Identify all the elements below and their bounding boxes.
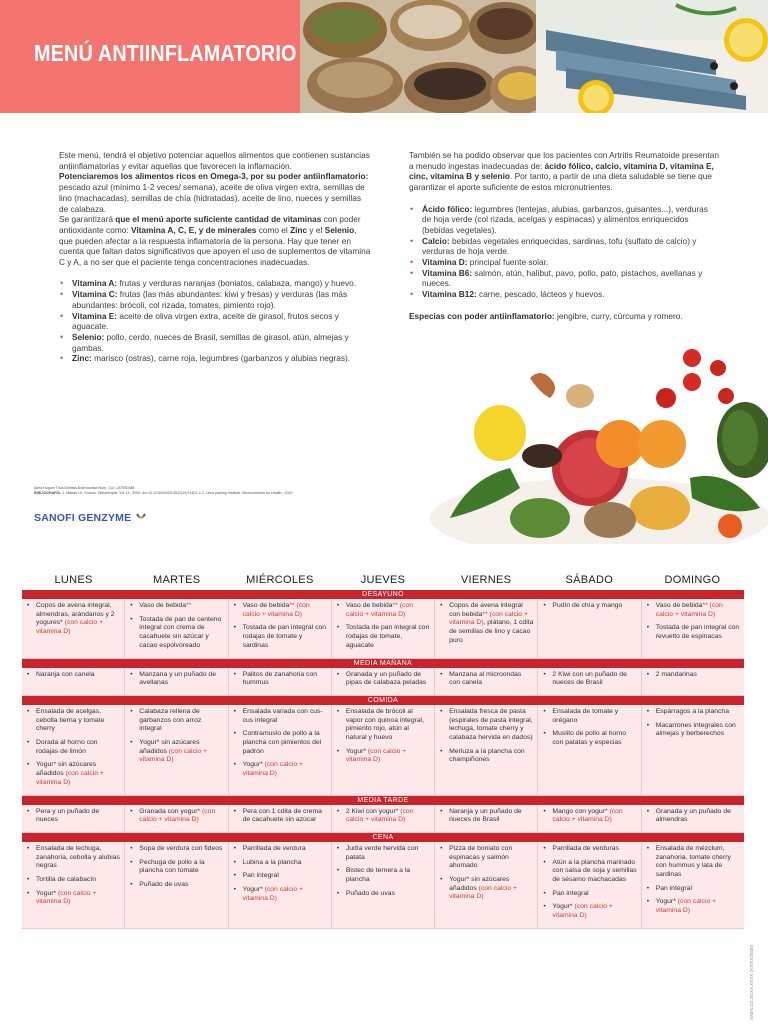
menu-item-text: Tostada de pan de centeno integral con crema de cacahuete sin azúcar y cacao espolvoreado bbox=[139, 615, 222, 649]
nutrient-label: Vitamina D: bbox=[422, 257, 468, 268]
menu-item-text: Pudín de chía y mango bbox=[552, 602, 623, 609]
intro-left-column bbox=[59, 150, 371, 364]
nutrient-item bbox=[409, 257, 719, 268]
menu-item bbox=[439, 876, 533, 902]
menu-item-text: Parrillada de verduras bbox=[552, 844, 619, 852]
day-saturday: SÁBADO bbox=[565, 574, 614, 586]
menu-item-text: Vaso de bebida bbox=[345, 602, 393, 609]
menu-item bbox=[646, 708, 740, 717]
meal-cell bbox=[229, 705, 332, 795]
spices-label: Especias con poder antiinflamatorio: bbox=[409, 310, 555, 321]
nutrient-item bbox=[409, 268, 719, 289]
menu-item bbox=[26, 845, 120, 871]
menu-item bbox=[129, 616, 223, 651]
nutrient-text: salmón, atún, halibut, pavo, pollo, pato, pistachos, avellanas y nueces. bbox=[422, 267, 703, 289]
menu-item-text: , plátano, 1 cdita de semillas de lino y cacao puro bbox=[449, 619, 534, 644]
day-friday: VIERNES bbox=[460, 574, 512, 586]
document-code bbox=[749, 880, 764, 1020]
menu-item-text: Pan integral bbox=[552, 889, 589, 897]
menu-item bbox=[646, 671, 740, 680]
meal-cell bbox=[229, 668, 332, 695]
menu-item-text: Pizza de boniato con espinacas y salmón ahumado bbox=[449, 844, 513, 870]
omega3-text: pescado azul (mínimo 1-2 veces/ semana), aceite de oliva virgen extra, semillas de lino (machacadas), semillas de chía (hidratadas), aceite de lino, nueces y semillas de calabaza. bbox=[59, 182, 365, 214]
menu-item-text: Granada y un puñado de pipas de calabaza peladas bbox=[345, 670, 427, 687]
menu-item-text: Puñado de uvas bbox=[139, 881, 189, 889]
menu-item-text: Palitos de zanahoria con hummus bbox=[242, 670, 317, 687]
menu-item bbox=[646, 845, 740, 880]
day-tuesday: MARTES bbox=[152, 574, 201, 586]
meal-cell bbox=[642, 842, 744, 928]
menu-item bbox=[233, 671, 327, 688]
menu-item-text: Granada con yogur* bbox=[139, 807, 203, 815]
calcium-note: (con calcio + vitamina D) bbox=[552, 807, 623, 824]
sanofi-genzyme-logo bbox=[34, 512, 146, 524]
calcium-note: (con calcio + vitamina D) bbox=[552, 903, 613, 920]
meal-band-comida: COMIDA bbox=[22, 696, 744, 705]
header-banner bbox=[0, 0, 768, 113]
document-code-text: SAES.GZ.20.XX.XXXX (XX/XX/2020) bbox=[749, 944, 754, 1020]
day-monday: LUNES bbox=[54, 574, 93, 586]
calcium-note: ** bbox=[186, 602, 192, 609]
menu-item-text: Yogur* bbox=[36, 889, 59, 897]
menu-item bbox=[336, 748, 430, 765]
omega3-paragraph bbox=[59, 171, 371, 214]
meal-cell bbox=[22, 842, 125, 928]
menu-item bbox=[439, 808, 533, 825]
menu-item bbox=[26, 602, 120, 637]
meal-cell bbox=[435, 599, 538, 658]
menu-item bbox=[129, 671, 223, 688]
nutrient-item bbox=[409, 204, 719, 236]
vitamins-text-a: Se garantizará bbox=[59, 214, 116, 225]
bibliography-text: 1. Mahan LK. Krause: Dietoterapia. Vol 13.; 2009. doi:10.1016/s0325-0522(19)74401-4 2. Linus pauling Institute. Micronutrients for Health.; 2020. bbox=[61, 491, 294, 496]
menu-item-text: Muslito de pollo al horno con patatas y especias bbox=[552, 730, 627, 747]
fruits-vegetables-illustration bbox=[430, 348, 768, 544]
calcium-note: (con calcio + vitamina D) bbox=[242, 886, 303, 902]
menu-item-text: 2 mandarinas bbox=[655, 670, 697, 678]
menu-item bbox=[542, 708, 636, 725]
menu-item-text: Pera con 1 cdita de crema de cacahuete sin azúcar bbox=[242, 807, 322, 824]
meal-cell bbox=[125, 842, 228, 928]
menu-item bbox=[542, 890, 636, 899]
vitamin-text: marisco (ostras), carne roja, legumbres (garbanzos y alubias negras). bbox=[91, 353, 351, 364]
menu-item-text: 2 Kiwi con un puñado de nueces de Brasil bbox=[552, 670, 627, 687]
menu-item-text: Mango con yogur* bbox=[552, 807, 610, 815]
menu-item bbox=[129, 881, 223, 890]
menu-item bbox=[439, 602, 533, 646]
calcium-note: ** (con calcio + vitamina D) bbox=[345, 602, 413, 618]
vitamin-item bbox=[59, 332, 371, 353]
menu-item bbox=[336, 602, 430, 619]
meal-row bbox=[22, 842, 744, 929]
meal-band-cena: CENA bbox=[22, 833, 744, 842]
menu-item bbox=[336, 671, 430, 688]
vitamin-text: frutas y verduras naranjas (boniatos, calabaza, mango) y huevo. bbox=[117, 278, 357, 289]
menu-item-text: Yogur* bbox=[655, 898, 678, 906]
calcium-note: (con calcio + vitamina D) bbox=[345, 747, 407, 764]
vitamin-text: aceite de oliva virgen extra, aceite de girasol, frutos secos y aguacate. bbox=[72, 310, 339, 332]
menu-item-text: Yogur* bbox=[552, 903, 575, 911]
calcium-note: ** (con calcio + vitamina D) bbox=[655, 602, 723, 618]
menu-item bbox=[233, 859, 327, 868]
meal-cell bbox=[125, 705, 228, 795]
nutrient-label: Vitamina B6: bbox=[422, 267, 473, 278]
nutrient-item bbox=[409, 236, 719, 257]
nutrient-text: carne, pescado, lácteos y huevos. bbox=[476, 289, 605, 300]
meal-cell bbox=[22, 599, 125, 658]
nutrient-text: legumbres (lentejas, alubias, garbanzos, guisantes...), verduras de hoja verde (col rizada, acelgas y espinacas) y alimentos enriquecidos (bebidas vegetales). bbox=[422, 203, 708, 235]
menu-item bbox=[439, 708, 533, 743]
menu-item-text: Copos de avena integral, almendras, arándanos y 2 yogures* bbox=[36, 602, 115, 627]
menu-item-text: Vaso de bebida bbox=[139, 602, 187, 609]
calcium-note: ** (con calcio + vitamina D) bbox=[449, 610, 528, 627]
menu-item-text: Ensalada de lechuga, zanahoria, cebolla y alubias negras bbox=[36, 844, 120, 870]
menu-item-text: Ensalada de brócoli al vapor con quinoa integral, pimiento rojo, atún al natural y huevo bbox=[345, 707, 425, 742]
menu-item-text: Pera y un puñado de nueces bbox=[36, 807, 100, 824]
meal-cell bbox=[538, 668, 641, 695]
menu-item-text: Espárragos a la plancha bbox=[655, 707, 729, 715]
menu-item bbox=[26, 808, 120, 825]
menu-item bbox=[26, 708, 120, 734]
menu-item bbox=[26, 761, 120, 787]
menu-item-text: Yogur* bbox=[242, 761, 265, 769]
menu-item-text: Parrillada de verdura bbox=[242, 844, 306, 852]
vitamin-label: Vitamina C: bbox=[72, 289, 118, 300]
meal-cell bbox=[538, 599, 641, 658]
meal-band-desayuno: DESAYUNO bbox=[22, 590, 744, 599]
meal-band-media-tarde: MEDIA TARDE bbox=[22, 796, 744, 805]
meal-cell bbox=[435, 842, 538, 928]
meal-cell bbox=[642, 668, 744, 695]
calcium-note: ** (con calcio + vitamina D) bbox=[242, 602, 310, 618]
menu-item-text: Manzana y un puñado de avellanas bbox=[139, 670, 216, 687]
menu-item-text: Tortilla de calabacín bbox=[36, 876, 97, 884]
menu-item-text: Macarrones integrales con almejas y berberechos bbox=[655, 721, 736, 738]
meal-cell bbox=[332, 599, 435, 658]
weekly-menu-table bbox=[22, 590, 744, 929]
menu-item-text: Ensalada variada con cus-cus integral bbox=[242, 707, 323, 724]
vitamin-item bbox=[59, 289, 371, 310]
menu-item-text: Naranja con canela bbox=[36, 670, 95, 678]
menu-item bbox=[233, 730, 327, 756]
menu-item bbox=[336, 808, 430, 825]
menu-item-text: Sopa de verdura con fideos bbox=[139, 844, 223, 852]
menu-item bbox=[336, 867, 430, 884]
meal-cell bbox=[538, 842, 641, 928]
meal-cell bbox=[332, 705, 435, 795]
weekday-header bbox=[22, 571, 744, 589]
menu-item bbox=[646, 898, 740, 915]
menu-item bbox=[129, 708, 223, 734]
vitamin-text: frutas (las más abundantes: kiwi y fresas) y verduras (las más abundantes: brócoli, col rizada, tomates, pimiento rojo). bbox=[72, 289, 348, 310]
menu-item-text: Lubina a la plancha bbox=[242, 858, 302, 866]
menu-item-text: Tostada de pan integral con rodajas de tomate y sardinas bbox=[242, 624, 327, 649]
menu-item bbox=[129, 859, 223, 876]
menu-item bbox=[646, 885, 740, 894]
meal-cell bbox=[229, 842, 332, 928]
bibliography-label: BIBLIOGRAFÍA: bbox=[34, 491, 62, 496]
meal-cell bbox=[229, 805, 332, 832]
meal-cell bbox=[125, 599, 228, 658]
menu-item-text: Dorada al horno con rodajas de limón bbox=[36, 739, 98, 755]
calcium-note: (con calcio + vitamina D) bbox=[36, 889, 97, 906]
menu-item-text: Vaso de bebida bbox=[655, 602, 703, 609]
vitamins-paragraph bbox=[59, 214, 371, 268]
menu-item-text: Pechuga de pollo a la plancha con tomate bbox=[139, 858, 205, 875]
menu-item-text: 2 Kiwi con yogur* bbox=[345, 807, 401, 815]
meal-row bbox=[22, 705, 744, 796]
calcium-note: (con calcio + vitamina D) bbox=[242, 761, 303, 778]
vitamin-label: Zinc: bbox=[72, 353, 92, 364]
menu-item-text: Ensalada de mézclum, zanahoria, tomate cherry con hummus y lata de sardinas bbox=[655, 844, 731, 879]
menu-item bbox=[26, 890, 120, 907]
menu-item bbox=[233, 708, 327, 725]
arthritis-paragraph bbox=[409, 150, 719, 193]
menu-item-text: Ensalada fresca de pasta (espirales de pasta integral, lechuga, tomate cherry y calabaza hervida en dados) bbox=[449, 707, 533, 742]
calcium-note: (con calcio + vitamina D) bbox=[655, 898, 717, 915]
meal-cell bbox=[435, 705, 538, 795]
calcium-note: (con calcio + vitamina D) bbox=[36, 770, 104, 786]
meal-cell bbox=[22, 805, 125, 832]
vitamin-text: pollo, cerdo, nueces de Brasil, semillas de girasol, atún, almejas y gambas. bbox=[72, 331, 349, 353]
day-sunday: DOMINGO bbox=[664, 574, 721, 586]
intro-right-column bbox=[409, 150, 719, 321]
calcium-note: (con calcio + vitamina D) bbox=[36, 619, 104, 636]
meal-cell bbox=[332, 842, 435, 928]
menu-item bbox=[336, 845, 430, 862]
menu-item bbox=[129, 739, 223, 765]
meal-cell bbox=[538, 705, 641, 795]
nutrient-text: principal fuente solar. bbox=[467, 257, 549, 268]
logo-mark-icon bbox=[136, 512, 146, 522]
vitamins-text-e: , que pueden afectar a la respuesta inflamatoria de la persona. Hay que tener en cuenta que faltan datos significativos que apoyen el uso de suplementos de vitamina C y A, a no ser que el paciente tenga concentraciones inadecuadas. bbox=[59, 224, 371, 268]
menu-item-text: Copos de avena integral con bebida bbox=[449, 602, 523, 618]
meal-cell bbox=[332, 805, 435, 832]
menu-item bbox=[233, 624, 327, 650]
meal-cell bbox=[125, 805, 228, 832]
menu-item-text: Pan integral bbox=[655, 884, 692, 892]
menu-item bbox=[336, 708, 430, 743]
menu-item bbox=[439, 671, 533, 688]
menu-item-text: Tostada de pan integral con rodajas de tomate, aguacate bbox=[345, 624, 430, 649]
omega3-heading: Potenciaremos los alimentos ricos en Omega-3, por su poder antiinflamatorio: bbox=[59, 171, 369, 182]
menu-item bbox=[542, 845, 636, 854]
vitamin-label: Vitamina A: bbox=[72, 278, 118, 289]
meal-cell bbox=[538, 805, 641, 832]
nutrient-item bbox=[409, 289, 719, 300]
vitamin-item bbox=[59, 353, 371, 364]
menu-item bbox=[26, 671, 120, 680]
menu-item bbox=[336, 624, 430, 650]
vitamins-text-c: como el bbox=[256, 224, 291, 235]
menu-item-text: Merluza a la plancha con champiñones bbox=[449, 747, 525, 764]
meal-cell bbox=[22, 705, 125, 795]
arthritis-text-b: . Por tanto, a partir de una dieta saludable se tiene que garantizar el aporte suficiente de estos micronutrientes. bbox=[409, 171, 713, 193]
menu-item-text: Ensalada de acelgas, cebolla tierna y tomate cherry bbox=[36, 707, 105, 733]
fish-photo bbox=[536, 0, 768, 113]
menu-item bbox=[646, 808, 740, 825]
meal-row bbox=[22, 668, 744, 696]
menu-item bbox=[439, 845, 533, 871]
menu-item bbox=[26, 739, 120, 756]
menu-item bbox=[26, 876, 120, 885]
menu-item-text: Granada y un puñado de almendras bbox=[655, 807, 731, 824]
menu-item-text: Yogur* sin azúcares añadidos bbox=[449, 876, 510, 892]
nutrient-label: Vitamina B12: bbox=[422, 289, 477, 300]
vitamins-bold-2: Vitamina A, C, E, y de minerales bbox=[130, 224, 257, 235]
calcium-note: (con calcio + vitamina D) bbox=[139, 807, 216, 824]
menu-item bbox=[233, 872, 327, 881]
arthritis-bold: ácido fólico, calcio, vitamina D, vitamina E, cinc, vitamina B y selenio bbox=[409, 160, 714, 182]
vitamins-text-d: y el bbox=[307, 224, 325, 235]
menu-item bbox=[646, 602, 740, 619]
vitamins-text-b: con poder antioxidante como: bbox=[59, 214, 361, 235]
menu-item-text: Naranja y un puñado de nueces de Brasil bbox=[449, 807, 522, 824]
menu-item bbox=[233, 845, 327, 854]
vitamins-bold-4: Selenio bbox=[324, 224, 355, 235]
meal-cell bbox=[642, 705, 744, 795]
spices-text: jengibre, curry, cúrcuma y romero. bbox=[554, 310, 683, 321]
menu-item-text: Ensalada de tomate y orégano bbox=[552, 707, 619, 724]
nutrient-label: Ácido fólico: bbox=[422, 203, 473, 214]
menu-item bbox=[129, 845, 223, 854]
menu-item-text: Yogur* bbox=[345, 747, 368, 755]
nutrient-list bbox=[409, 204, 719, 300]
menu-item bbox=[542, 671, 636, 688]
menu-item-text: Yogur* sin azúcares añadidos bbox=[139, 739, 200, 755]
day-wednesday: MIÉRCOLES bbox=[246, 574, 314, 586]
menu-item-text: Pan integral bbox=[242, 872, 279, 880]
vitamins-bold-1: que el menú aporte suficiente cantidad de vitaminas bbox=[115, 214, 322, 225]
calcium-note: (con calcio + vitamina D) bbox=[139, 747, 208, 764]
menu-item bbox=[542, 903, 636, 920]
nutrient-label: Calcio: bbox=[422, 235, 450, 246]
page-title: MENÚ ANTIINFLAMATORIO bbox=[34, 40, 297, 66]
menu-item-text: Calabaza rellena de garbanzos con arroz integral bbox=[139, 707, 202, 733]
menu-item-text: Yogur* sin azúcares añadidos bbox=[36, 761, 97, 778]
meal-band-media-manana: MEDIA MAÑANA bbox=[22, 659, 744, 668]
menu-item bbox=[646, 624, 740, 641]
intro-paragraph: Este menú, tendrá el objetivo potenciar aquellos alimentos que contienen sustancias antiinflamatorias y evitar aquellas que favorecen la inflamación. bbox=[59, 150, 370, 171]
vitamin-label: Vitamina E: bbox=[72, 310, 118, 321]
title-box bbox=[0, 0, 300, 113]
spices-paragraph bbox=[409, 311, 719, 322]
legumes-sacks-photo bbox=[300, 0, 536, 113]
calcium-note: (con calcio + vitamina D) bbox=[449, 884, 517, 901]
menu-item bbox=[542, 730, 636, 747]
meal-cell bbox=[332, 668, 435, 695]
menu-item bbox=[646, 722, 740, 739]
menu-item bbox=[129, 808, 223, 825]
menu-item bbox=[233, 808, 327, 825]
meal-cell bbox=[22, 668, 125, 695]
calcium-note: (con calcio + vitamina D) bbox=[345, 807, 414, 824]
meal-cell bbox=[642, 805, 744, 832]
menu-item bbox=[233, 602, 327, 619]
author-line: Alma Huguet Trius Dietista-Nutricionista Num. Col: CAT000488 bbox=[34, 486, 135, 490]
meal-row bbox=[22, 599, 744, 659]
meal-cell bbox=[125, 668, 228, 695]
day-thursday: JUEVES bbox=[360, 574, 406, 586]
logo-text: SANOFI GENZYME bbox=[34, 512, 132, 524]
menu-item-text: Manzana al microondas con canela bbox=[449, 670, 522, 687]
vitamin-list bbox=[59, 278, 371, 364]
menu-item-text: Contramuslo de pollo a la plancha con pimientos del padrón bbox=[242, 730, 322, 755]
menu-item bbox=[542, 859, 636, 885]
vitamin-label: Selenio: bbox=[72, 331, 105, 342]
bibliography-line bbox=[34, 491, 414, 496]
menu-item bbox=[542, 602, 636, 611]
meal-cell bbox=[642, 599, 744, 658]
menu-item-text: Judía verde hervida con patata bbox=[345, 844, 419, 861]
menu-item bbox=[542, 808, 636, 825]
vitamins-bold-3: Zinc bbox=[290, 224, 308, 235]
menu-item bbox=[439, 748, 533, 765]
vitamin-item bbox=[59, 311, 371, 332]
meal-row bbox=[22, 805, 744, 833]
menu-item-text: Bistec de ternera a la plancha bbox=[345, 867, 411, 884]
meal-cell bbox=[229, 599, 332, 658]
menu-item-text: Yogur* bbox=[242, 886, 265, 894]
menu-item-text: Tostada de pan integral con revuelto de espinacas bbox=[655, 624, 740, 641]
menu-item-text: Puñado de uvas bbox=[345, 889, 395, 897]
nutrient-text: bebidas vegetales enriquecidas, sardinas, tofu (sulfato de calcio) y verduras de hoja verde. bbox=[422, 235, 697, 257]
meal-cell bbox=[435, 805, 538, 832]
meal-cell bbox=[435, 668, 538, 695]
menu-item bbox=[336, 890, 430, 899]
arthritis-text-a: También se ha podido observar que los pacientes con Artritis Reumatoide presentan a menudo ingestas inadecuadas de: bbox=[409, 150, 719, 171]
vitamin-item bbox=[59, 278, 371, 289]
menu-item bbox=[233, 761, 327, 778]
menu-item bbox=[233, 886, 327, 903]
menu-item-text: Vaso de bebida bbox=[242, 602, 290, 609]
bibliography bbox=[34, 486, 414, 496]
menu-item bbox=[129, 602, 223, 611]
menu-item-text: Atún a la plancha marinado con salsa de soja y semillas de sésamo machacadas bbox=[552, 858, 637, 884]
